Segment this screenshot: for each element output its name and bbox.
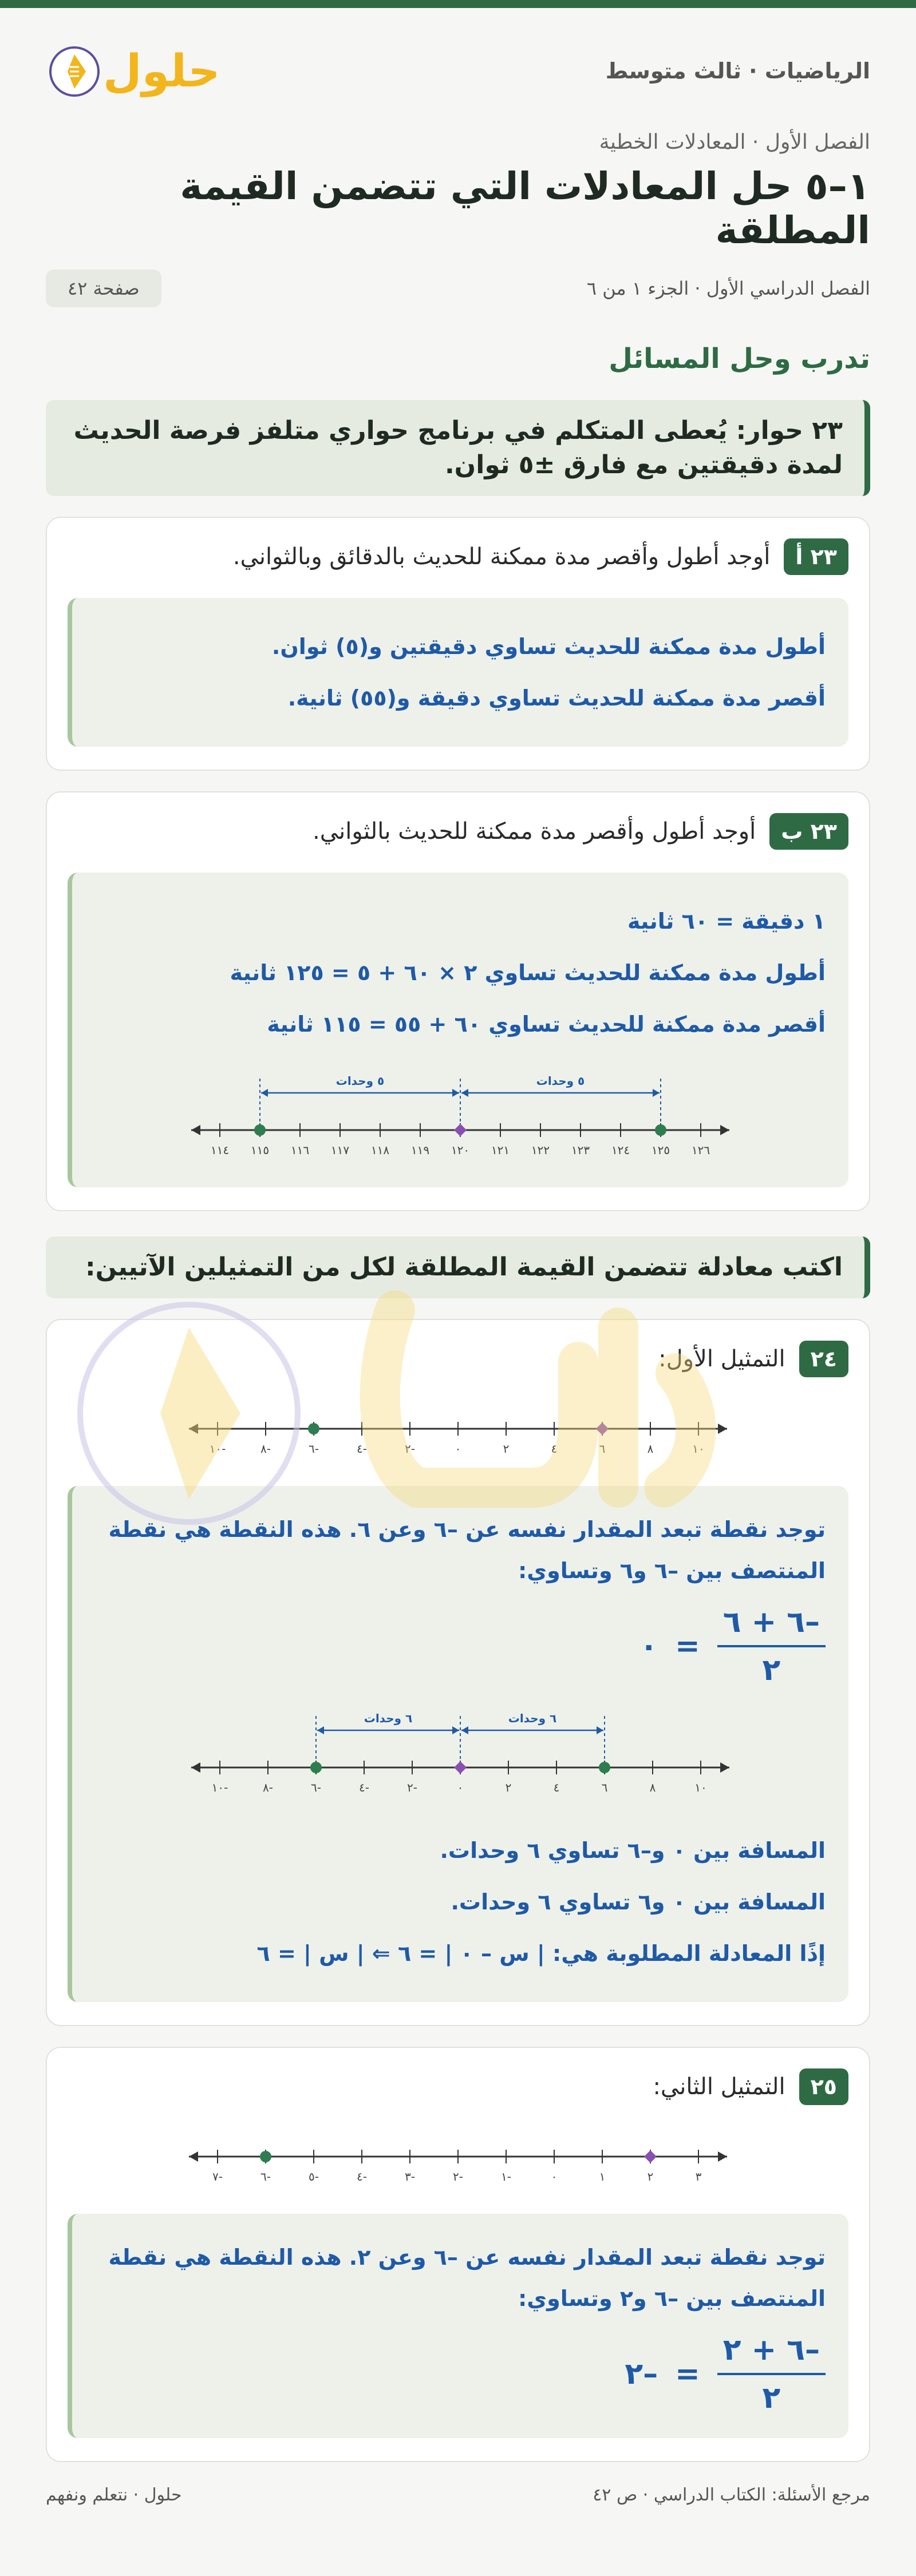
tick-label: -٨ [263, 1781, 273, 1794]
midpoint-result: ٠ [639, 1629, 658, 1663]
tick-label: ٢ [647, 2170, 654, 2183]
tick-label: ٨ [647, 1442, 654, 1456]
answer-line: أقصر مدة ممكنة للحديث تساوي دقيقة و(٥٥) ثانية. [287, 685, 826, 711]
arrowhead-icon [653, 1089, 660, 1097]
arrowhead-icon [452, 1089, 459, 1097]
conclusion-line: المسافة بين ٠ و–٦ تساوي ٦ وحدات. [440, 1838, 826, 1863]
arrow-right-icon [720, 1762, 729, 1773]
question-text: التمثيل الثاني: [653, 2074, 785, 2100]
tick-label: ١١٩ [410, 1143, 430, 1157]
section-title: تدرب وحل المسائل [609, 343, 870, 375]
question-text: أوجد أطول وأقصر مدة ممكنة للحديث بالدقائق وبالثواني. [232, 544, 771, 570]
question-number-badge: ٢٣ أ [784, 538, 848, 575]
tick-label: ٨ [649, 1781, 656, 1794]
footer-brand: حلول · نتعلم ونفهم [46, 2485, 182, 2505]
question-header [68, 2068, 848, 2105]
solution-point [596, 1422, 609, 1435]
solution-point [308, 1423, 319, 1434]
tick-label: ١٢٤ [611, 1143, 630, 1157]
question-card-24 [46, 1319, 870, 2026]
tick-label: ١٠ [692, 1442, 705, 1456]
question-header [68, 1341, 848, 1377]
term-part-info: الفصل الدراسي الأول · الجزء ١ من ٦ [586, 278, 870, 299]
arrow-right-icon [718, 1424, 727, 1434]
tick-label: -٨ [260, 1442, 271, 1456]
question-number-badge: ٢٤ [799, 1341, 848, 1377]
tick-label: -٥ [309, 2170, 319, 2183]
header [46, 8, 870, 134]
answer-box [68, 1486, 848, 2002]
tick-label: ٢ [505, 1781, 512, 1794]
page [0, 8, 916, 2505]
tick-label: -١ [501, 2170, 511, 2183]
arrowhead-icon [317, 1726, 324, 1734]
tick-label: ١٢٣ [571, 1143, 590, 1157]
fraction-numerator: –٦ + ٦ [717, 1605, 826, 1647]
explanation-line: المنتصف بين –٦ و٢ وتساوي: [518, 2286, 826, 2311]
fraction-numerator: –٦ + ٢ [717, 2333, 826, 2375]
tick-label: ٠ [455, 1442, 461, 1456]
tick-label: ٣ [695, 2170, 702, 2183]
tick-label: -٦ [311, 1781, 321, 1794]
tick-label: -٧ [212, 2170, 223, 2183]
logo[interactable] [46, 34, 220, 108]
fraction-denominator: ٢ [762, 2381, 781, 2415]
tick-label: -١٠ [209, 1442, 226, 1456]
arrow-left-icon [191, 1125, 200, 1135]
tick-label: ٤ [551, 1442, 558, 1456]
answer-line: ١ دقيقة = ٦٠ ثانية [627, 909, 826, 934]
tick-label: ١٢٠ [451, 1143, 470, 1157]
logo-icon [46, 34, 220, 108]
tick-label: -٤ [357, 1442, 367, 1456]
conclusion-line: المسافة بين ٠ و٦ تساوي ٦ وحدات. [451, 1889, 826, 1915]
tick-label: -٦ [260, 2170, 271, 2183]
top-accent-bar [0, 0, 916, 8]
number-line-25-question [183, 2122, 733, 2191]
span-label: ٦ وحدات [508, 1711, 557, 1725]
number-line-24-question [183, 1394, 733, 1463]
answer-box [68, 2214, 848, 2438]
fraction [717, 2333, 826, 2415]
question-header [68, 813, 848, 850]
question-number-badge: ٢٥ [799, 2068, 848, 2105]
tick-label: -٣ [405, 2170, 415, 2183]
tick-label: -٢ [407, 1781, 417, 1794]
tick-label: ٠ [457, 1781, 464, 1794]
equals-sign: = [675, 2357, 700, 2391]
question-text: أوجد أطول وأقصر مدة ممكنة للحديث بالثواني. [313, 818, 756, 845]
tick-label: ١ [599, 2170, 606, 2183]
tick-label: ١٢٦ [691, 1143, 710, 1157]
midpoint-marker [454, 1761, 467, 1774]
logo-text: حلول [103, 46, 220, 97]
tick-label: ٢ [503, 1442, 510, 1456]
fraction-denominator: ٢ [762, 1653, 781, 1687]
tick-label: ١٠ [694, 1781, 707, 1794]
number-line-23b [185, 1067, 735, 1164]
span-label: ٦ وحدات [364, 1711, 413, 1725]
tick-label: -٢ [405, 1442, 415, 1456]
answer-box [68, 598, 848, 747]
footer-reference: مرجع الأسئلة: الكتاب الدراسي · ص ٤٢ [593, 2485, 870, 2505]
tick-label: ١١٥ [250, 1143, 270, 1157]
question-header [68, 538, 848, 575]
footer [46, 2485, 870, 2505]
explanation-line: المنتصف بين –٦ و٦ وتساوي: [518, 1558, 826, 1583]
solution-point [655, 1124, 666, 1136]
arrow-right-icon [718, 2151, 727, 2162]
tick-label: -١٠ [211, 1781, 228, 1794]
lesson-title: ١–٥ حل المعادلات التي تتضمن القيمة المطلقة [180, 164, 870, 252]
problem-23-statement: ٢٣ حوار: يُعطى المتكلم في برنامج حواري متلفز فرصة الحديث لمدة دقيقتين مع فارق ±٥ ثوان. [46, 400, 870, 496]
explanation-line: توجد نقطة تبعد المقدار نفسه عن –٦ وعن ٢. هذه النقطة هي نقطة [108, 2245, 826, 2270]
arrow-right-icon [720, 1125, 729, 1135]
arrowhead-icon [597, 1726, 603, 1734]
answer-box [68, 873, 848, 1187]
explanation-line: توجد نقطة تبعد المقدار نفسه عن –٦ وعن ٦. هذه النقطة هي نقطة [108, 1517, 826, 1542]
breadcrumb: الفصل الأول · المعادلات الخطية [599, 130, 870, 154]
arrowhead-icon [261, 1089, 268, 1097]
question-text: التمثيل الأول: [658, 1346, 785, 1372]
midpoint-equation [95, 1605, 826, 1687]
course-label: الرياضيات · ثالث متوسط [605, 58, 870, 84]
midpoint-equation [95, 2333, 826, 2415]
arrowhead-icon [452, 1726, 459, 1734]
equals-sign: = [675, 1629, 700, 1663]
question-card-23a [46, 517, 870, 771]
tick-label: ٦ [601, 1781, 608, 1794]
arrowhead-icon [461, 1089, 468, 1097]
question-card-25 [46, 2047, 870, 2462]
fraction [717, 1605, 826, 1687]
tick-label: -٢ [453, 2170, 463, 2183]
span-label: ٥ وحدات [335, 1074, 385, 1088]
tick-label: ١٢٢ [531, 1143, 550, 1157]
conclusion-line: إذًا المعادلة المطلوبة هي: | س – ٠ | = ٦ ⇐ | س | = ٦ [256, 1941, 826, 1966]
arrow-left-icon [189, 1424, 198, 1434]
page-badge: صفحة ٤٢ [46, 270, 161, 307]
meta-row [46, 270, 870, 307]
tick-label: ١٢١ [491, 1143, 510, 1157]
tick-label: ١١٦ [290, 1143, 310, 1157]
tick-label: -٦ [309, 1442, 319, 1456]
section-2-title: اكتب معادلة تتضمن القيمة المطلقة لكل من التمثيلين الآتيين: [46, 1237, 870, 1298]
arrowhead-icon [461, 1726, 468, 1734]
tick-label: ١١٤ [210, 1143, 230, 1157]
answer-line: أقصر مدة ممكنة للحديث تساوي ٦٠ + ٥٥ = ١١٥ ثانية [267, 1012, 826, 1037]
tick-label: ١٢٥ [651, 1143, 670, 1157]
solution-point [599, 1762, 610, 1773]
answer-line: أطول مدة ممكنة للحديث تساوي دقيقتين و(٥) ثوان. [271, 634, 826, 659]
midpoint-marker [454, 1124, 467, 1136]
solution-point [260, 2151, 271, 2162]
tick-label: ٤ [553, 1781, 560, 1794]
tick-label: ١١٨ [370, 1143, 390, 1157]
midpoint-result: –٢ [625, 2357, 658, 2391]
tick-label: ٠ [551, 2170, 558, 2183]
span-label: ٥ وحدات [536, 1074, 585, 1088]
number-line-24-answer [185, 1705, 735, 1802]
tick-label: ١١٧ [330, 1143, 350, 1157]
arrow-left-icon [189, 2151, 198, 2162]
question-card-23b [46, 791, 870, 1211]
solution-point [254, 1124, 266, 1136]
solution-point [644, 2150, 657, 2163]
tick-label: -٤ [357, 2170, 367, 2183]
arrow-left-icon [191, 1762, 200, 1773]
solution-point [310, 1762, 322, 1773]
tick-label: -٤ [359, 1781, 369, 1794]
question-number-badge: ٢٣ ب [769, 813, 848, 850]
tick-label: ٦ [599, 1442, 606, 1456]
answer-line: أطول مدة ممكنة للحديث تساوي ٢ × ٦٠ + ٥ = ١٢٥ ثانية [230, 960, 826, 985]
